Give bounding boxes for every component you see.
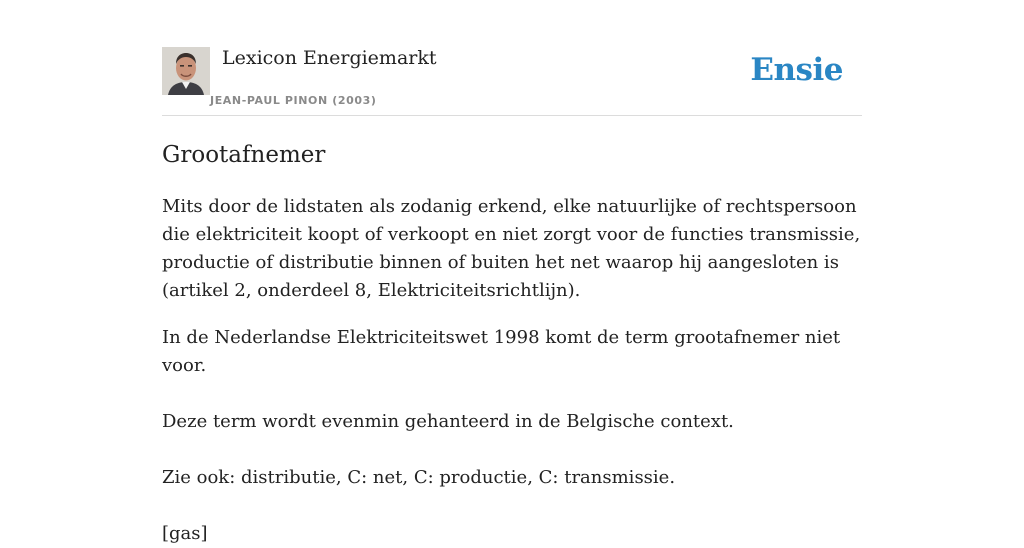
see-also-prefix: Zie ook: <box>162 467 242 488</box>
see-also-separator: , <box>402 467 414 488</box>
see-also-link-transmissie[interactable]: C: transmissie <box>538 467 670 488</box>
person-photo-icon <box>162 47 210 95</box>
see-also-link-productie[interactable]: C: productie <box>413 467 528 488</box>
author-name[interactable]: JEAN-PAUL PINON (2003) <box>210 94 377 107</box>
context-paragraph: Deze term wordt evenmin gehanteerd in de Belgische context. <box>162 411 734 432</box>
category-tag: [gas] <box>162 523 208 544</box>
author-avatar <box>162 47 210 95</box>
see-also-separator: , <box>527 467 539 488</box>
see-also-suffix: . <box>669 467 676 488</box>
definition-paragraph: Mits door de lidstaten als zodanig erkend, elke natuurlijke of rechtspersoon die elektriciteit koopt of verkoopt en niet zorgt voor de functies transmissie, productie of distributie binnen of buiten het net waarop hij aangesloten is (artikel 2, onderdeel 8, Elektriciteitsrichtlijn). <box>162 196 861 301</box>
see-also-paragraph <box>162 464 862 492</box>
ensie-logo[interactable]: Ensie <box>750 52 843 88</box>
entry-body <box>162 193 862 548</box>
see-also-link-distributie-net[interactable]: distributie, C: net <box>241 467 403 488</box>
lexicon-title[interactable]: Lexicon Energiemarkt <box>222 47 437 69</box>
header <box>162 0 862 116</box>
note-paragraph: In de Nederlandse Elektriciteitswet 1998 komt de term grootafnemer niet voor. <box>162 327 841 376</box>
entry-title: Grootafnemer <box>162 142 326 168</box>
page <box>162 0 862 548</box>
